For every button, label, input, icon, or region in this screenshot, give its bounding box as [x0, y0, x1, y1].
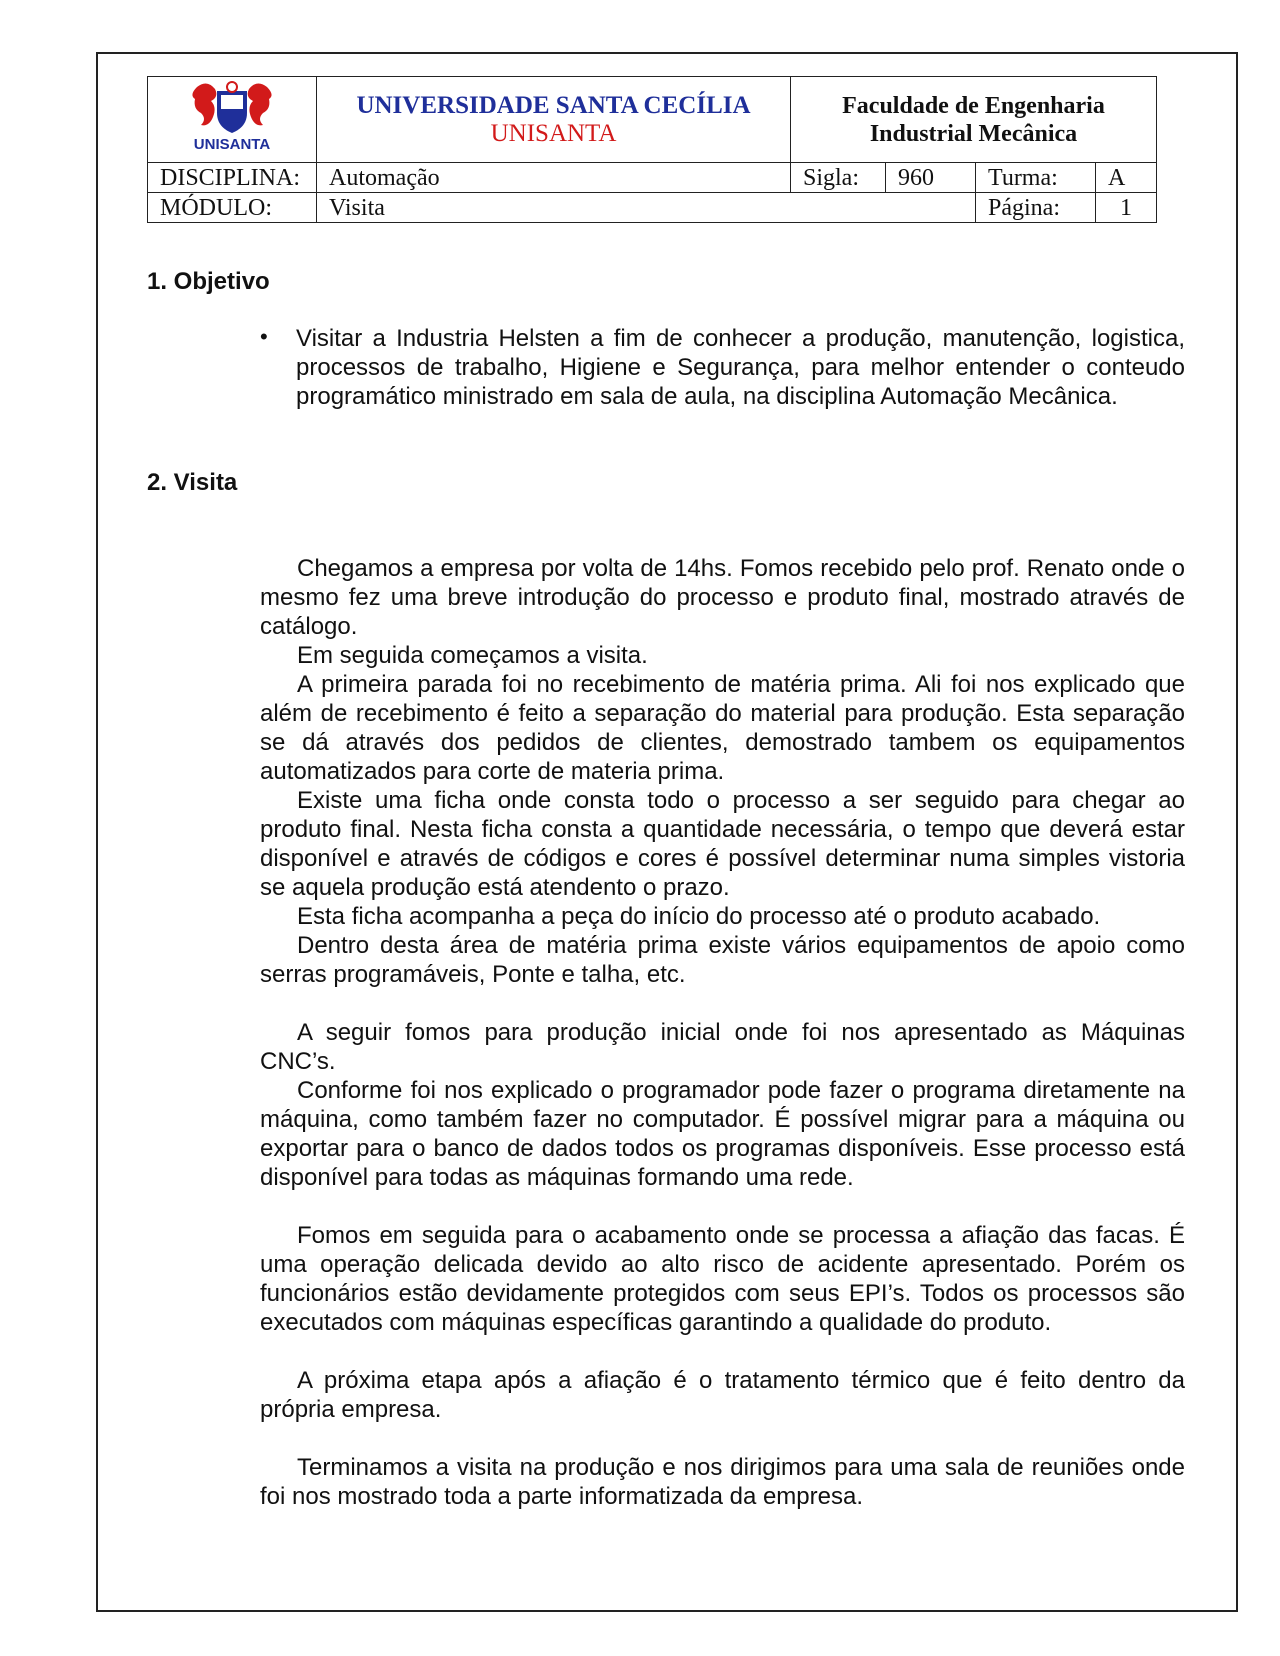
paragraph: A próxima etapa após a afiação é o tratamento térmico que é feito dentro da própria empresa. — [260, 1367, 1185, 1423]
objetivo-heading: 1. Objetivo — [147, 268, 270, 295]
pagina-label: Página: — [976, 193, 1096, 223]
paragraph: Fomos em seguida para o acabamento onde se processa a afiação das facas. É uma operação delicada devido ao alto risco de acidente apresentado. Porém os funcionários estão devidamente protegidos com seus EPI’s. Todos os processos são executados com máquinas específicas garantindo a qualidade do produto. — [260, 1222, 1185, 1336]
right-seahorse-icon — [248, 83, 272, 125]
university-short-name: UNISANTA — [490, 119, 617, 147]
disciplina-label: DISCIPLINA: — [148, 163, 317, 193]
paragraph: Esta ficha acompanha a peça do início do processo até o produto acabado. — [297, 903, 1101, 930]
university-name: UNIVERSIDADE SANTA CECÍLIA — [356, 91, 751, 119]
paragraph: Conforme foi nos explicado o programador pode fazer o programa diretamente na máquina, como também fazer no computador. É possível migrar para a máquina ou exportar para o banco de dados todos os programas disponíveis. Esse processo está disponível para todas as máquinas formando uma rede. — [260, 1077, 1185, 1191]
objetivo-bullet-text: Visitar a Industria Helsten a fim de conhecer a produção, manutenção, logistica, processos de trabalho, Higiene e Segurança, para melhor entender o conteudo programático ministrado em sala de aula, na disciplina Automação Mecânica. — [296, 325, 1185, 410]
paragraph: Existe uma ficha onde consta todo o processo a ser seguido para chegar ao produto final. Nesta ficha consta a quantidade necessária, o tempo que deverá estar disponível e através de códigos e cores é possível determinar numa simples vistoria se aquela produção está atendento o prazo. — [260, 787, 1185, 901]
paragraph: Terminamos a visita na produção e nos dirigimos para uma sala de reuniões onde foi nos mostrado toda a parte informatizada da empresa. — [260, 1454, 1185, 1510]
faculty-line-1: Faculdade de Engenharia — [842, 92, 1105, 119]
header-table — [147, 76, 1157, 223]
pagina-value: 1 — [1096, 193, 1157, 223]
turma-value: A — [1096, 163, 1157, 193]
logo-cell — [148, 77, 317, 163]
left-seahorse-icon — [192, 83, 216, 125]
unisanta-logo — [177, 77, 287, 155]
logo-text: UNISANTA — [193, 136, 271, 153]
visita-heading: 2. Visita — [147, 469, 238, 496]
university-cell — [317, 77, 791, 163]
paragraph: A seguir fomos para produção inicial onde foi nos apresentado as Máquinas CNC’s. — [260, 1019, 1185, 1075]
paragraph: Chegamos a empresa por volta de 14hs. Fomos recebido pelo prof. Renato onde o mesmo fez uma breve introdução do processo e produto final, mostrado através de catálogo. — [260, 555, 1185, 640]
paragraph: Em seguida começamos a visita. — [297, 642, 648, 669]
paragraph: Dentro desta área de matéria prima existe vários equipamentos de apoio como serras programáveis, Ponte e talha, etc. — [260, 932, 1185, 988]
sigla-value: 960 — [886, 163, 976, 193]
modulo-label: MÓDULO: — [148, 193, 317, 223]
objetivo-bullet — [260, 324, 1185, 411]
faculty-line-2: Industrial Mecânica — [869, 120, 1078, 147]
turma-label: Turma: — [976, 163, 1096, 193]
disciplina-value: Automação — [317, 163, 791, 193]
faculty-cell — [791, 77, 1157, 163]
bullet-icon: • — [260, 324, 268, 349]
visita-body — [260, 554, 1185, 1511]
modulo-value: Visita — [317, 193, 976, 223]
paragraph: A primeira parada foi no recebimento de matéria prima. Ali foi nos explicado que além de recebimento é feito a separação do material para produção. Esta separação se dá através dos pedidos de clientes, demostrado tambem os equipamentos automatizados para corte de materia prima. — [260, 671, 1185, 785]
sigla-label: Sigla: — [791, 163, 886, 193]
